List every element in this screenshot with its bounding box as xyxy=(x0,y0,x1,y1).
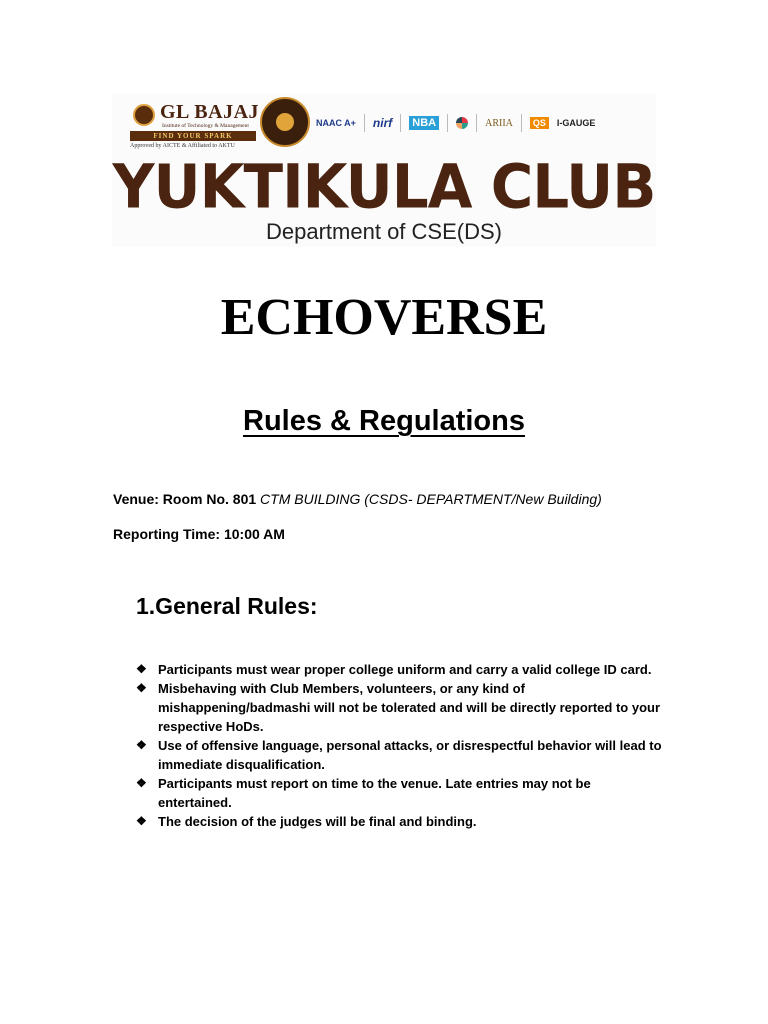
page-subtitle: Rules & Regulations xyxy=(243,405,525,437)
divider xyxy=(476,114,477,132)
rule-text: Misbehaving with Club Members, volunteers, or any kind of mishappening/badmashi will not be tolerated and will be directly reported to your respective HoDs. xyxy=(158,681,661,734)
venue-detail: CTM BUILDING (CSDS- DEPARTMENT/New Building) xyxy=(260,491,602,507)
venue-label: Venue: Room No. 801 xyxy=(113,491,257,507)
accreditation-logos xyxy=(316,111,595,135)
rule-text: Use of offensive language, personal attacks, or disrespectful behavior will lead to immediate disqualification. xyxy=(158,738,662,772)
bullet-diamond-icon: ❖ xyxy=(136,681,147,695)
section-heading: 1.General Rules: xyxy=(136,593,318,619)
list-item xyxy=(136,736,666,774)
list-item xyxy=(136,812,666,831)
header-banner xyxy=(112,93,656,247)
reporting-time: Reporting Time: 10:00 AM xyxy=(113,526,285,542)
list-item xyxy=(136,660,666,679)
rule-text: The decision of the judges will be final and binding. xyxy=(158,814,477,829)
gl-bajaj-emblem-icon xyxy=(133,104,155,126)
igauge-logo: I-GAUGE xyxy=(556,118,596,128)
ariia-logo: ARIIA xyxy=(485,117,513,129)
yuktikula-club-seal-icon xyxy=(260,97,310,147)
gl-bajaj-name: GL BAJAJ xyxy=(160,101,260,123)
bullet-diamond-icon: ❖ xyxy=(136,662,147,676)
bullet-diamond-icon: ❖ xyxy=(136,814,147,828)
event-title: ECHOVERSE xyxy=(220,289,548,346)
rule-text: Participants must wear proper college uniform and carry a valid college ID card. xyxy=(158,662,652,677)
divider xyxy=(400,114,401,132)
gl-bajaj-approval: Approved by AICTE & Affiliated to AKTU xyxy=(130,143,235,149)
reporting-time-line xyxy=(113,526,285,542)
divider xyxy=(521,114,522,132)
club-title: YUKTIKULA CLUB xyxy=(112,151,656,223)
gl-bajaj-tagline: FIND YOUR SPARK xyxy=(130,131,256,141)
iic-logo-icon xyxy=(456,117,468,129)
bullet-diamond-icon: ❖ xyxy=(136,738,147,752)
gl-bajaj-logo xyxy=(130,101,258,151)
list-item xyxy=(136,774,666,812)
divider xyxy=(364,114,365,132)
nirf-logo: nirf xyxy=(372,116,393,130)
rule-text: Participants must report on time to the venue. Late entries may not be entertained. xyxy=(158,776,591,810)
venue-line xyxy=(113,491,602,507)
divider xyxy=(447,114,448,132)
qs-logo: QS xyxy=(530,117,549,129)
list-item xyxy=(136,679,666,736)
gl-bajaj-institute: Institute of Technology & Management xyxy=(162,123,249,129)
department-name: Department of CSE(DS) xyxy=(266,219,502,244)
bullet-diamond-icon: ❖ xyxy=(136,776,147,790)
nba-logo: NBA xyxy=(409,116,439,130)
naac-logo: NAAC A+ xyxy=(316,117,356,128)
rules-list xyxy=(136,660,666,831)
